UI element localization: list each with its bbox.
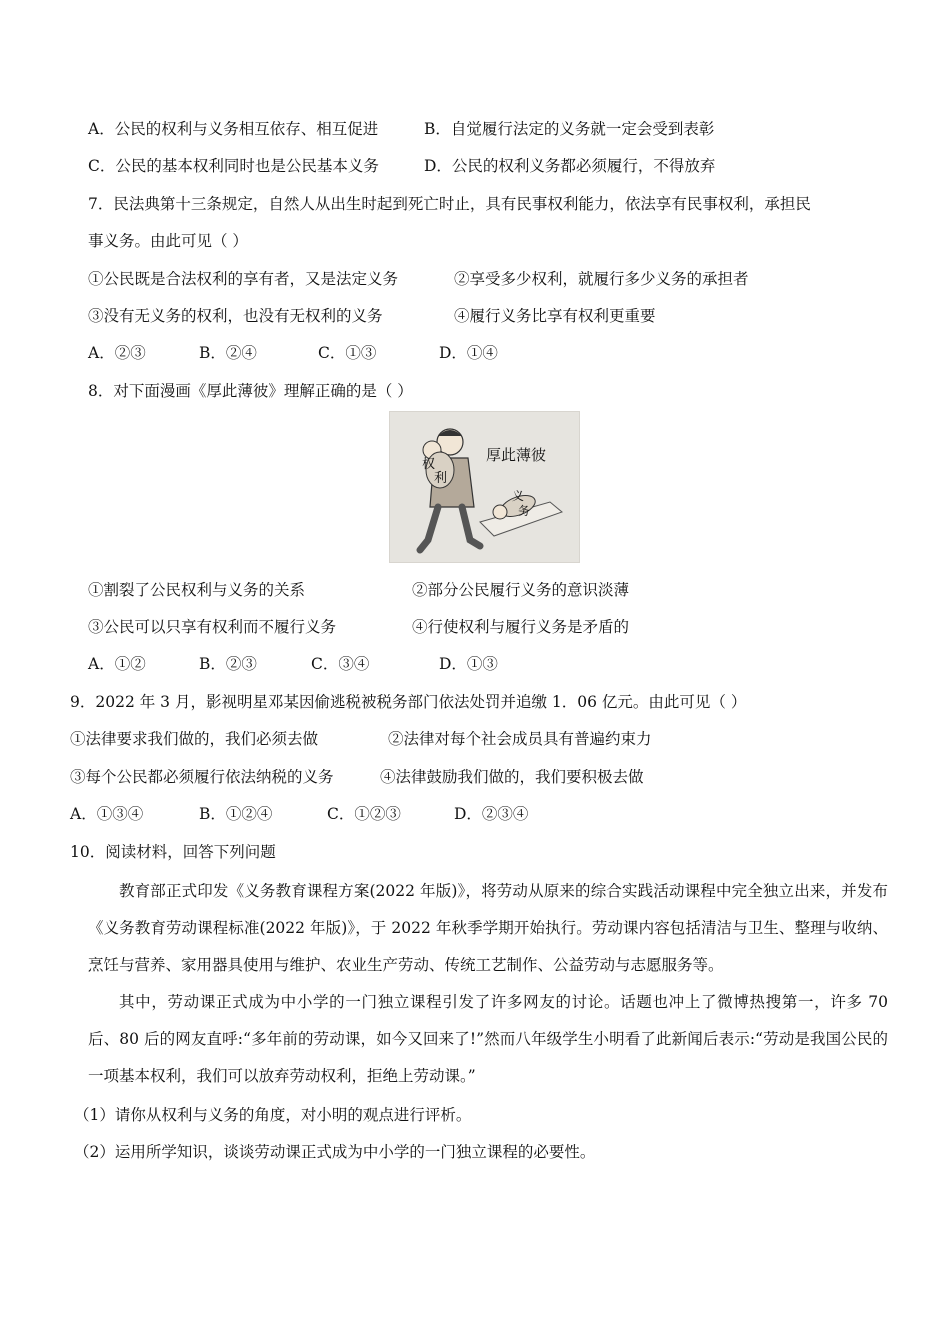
q8-cartoon-image (389, 411, 580, 563)
q7-item-2: ②享受多少权利，就履行多少义务的承担者 (454, 270, 749, 288)
q7-option-a: A．②③ (88, 344, 146, 362)
q7-stem-line-1: 7．民法典第十三条规定，自然人从出生时起到死亡时止，具有民事权利能力，依法享有民事权利，承担民 (88, 195, 811, 213)
q7-item-1: ①公民既是合法权利的享有者，又是法定义务 (88, 270, 399, 288)
q9-item-3: ③每个公民都必须履行依法纳税的义务 (70, 768, 334, 786)
q6-option-b: B．自觉履行法定的义务就一定会受到表彰 (424, 120, 715, 138)
q9-item-1: ①法律要求我们做的，我们必须去做 (70, 730, 319, 748)
q7-option-b: B．②④ (199, 344, 257, 362)
cartoon-label-duty-1: 义 (512, 489, 525, 503)
cartoon-illustration (390, 412, 579, 562)
q7-item-4: ④履行义务比享有权利更重要 (454, 307, 656, 325)
q8-item-3: ③公民可以只享有权利而不履行义务 (88, 618, 337, 636)
q8-item-1: ①割裂了公民权利与义务的关系 (88, 581, 306, 599)
q10-stem: 10．阅读材料，回答下列问题 (70, 843, 276, 861)
q9-item-2: ②法律对每个社会成员具有普遍约束力 (388, 730, 652, 748)
q6-option-d: D．公民的权利义务都必须履行，不得放弃 (424, 157, 716, 175)
child-duty-head (493, 505, 507, 519)
q9-option-a: A．①③④ (70, 805, 144, 823)
q8-item-2: ②部分公民履行义务的意识淡薄 (412, 581, 630, 599)
q8-option-d: D．①③ (439, 655, 498, 673)
q7-item-3: ③没有无义务的权利，也没有无权利的义务 (88, 307, 383, 325)
q8-option-c: C．③④ (311, 655, 370, 673)
q7-option-c: C．①③ (318, 344, 377, 362)
q8-item-4: ④行使权利与履行义务是矛盾的 (412, 618, 630, 636)
q7-option-d: D．①④ (439, 344, 498, 362)
q9-option-c: C．①②③ (327, 805, 401, 823)
q8-stem: 8．对下面漫画《厚此薄彼》理解正确的是（ ） (88, 382, 413, 400)
q6-option-c: C．公民的基本权利同时也是公民基本义务 (88, 157, 379, 175)
q7-stem-line-2: 事义务。由此可见（ ） (88, 232, 248, 250)
q10-material-paragraph-1: 教育部正式印发《义务教育课程方案(2022 年版)》，将劳动从原来的综合实践活动课程中完全独立出来，并发布《义务教育劳动课程标准(2022 年版)》，于 2022 年秋季学期开始执行。劳动课内容包括清洁与卫生、整理与收纳、烹饪与营养、家用器具使用与维护、农业生产劳动、传统工艺制作、公益劳动与志愿服务等。 (88, 882, 888, 974)
q9-option-b: B．①②④ (199, 805, 273, 823)
q10-subquestion-1: （1）请你从权利与义务的角度，对小明的观点进行评析。 (74, 1106, 472, 1124)
cartoon-label-rights-1: 权 (422, 456, 436, 471)
q9-item-4: ④法律鼓励我们做的，我们要积极去做 (380, 768, 644, 786)
q6-option-a: A．公民的权利与义务相互依存、相互促进 (88, 120, 379, 138)
q9-stem: 9．2022 年 3 月，影视明星邓某因偷逃税被税务部门依法处罚并追缴 1．06 亿元。由此可见（ ） (70, 693, 747, 711)
q10-subquestion-2: （2）运用所学知识，谈谈劳动课正式成为中小学的一门独立课程的必要性。 (74, 1143, 596, 1161)
cartoon-label-duty-2: 务 (518, 504, 531, 518)
q8-option-a: A．①② (88, 655, 146, 673)
cartoon-title: 厚此薄彼 (486, 448, 547, 464)
q8-option-b: B．②③ (199, 655, 257, 673)
cartoon-label-rights-2: 利 (434, 470, 448, 485)
q9-option-d: D．②③④ (454, 805, 529, 823)
q10-material-paragraph-2: 其中，劳动课正式成为中小学的一门独立课程引发了许多网友的讨论。话题也冲上了微博热搜第一，许多 70 后、80 后的网友直呼:“多年前的劳动课，如今又回来了!”然而八年级学生小明看了此新闻后表示:“劳动是我国公民的一项基本权利，我们可以放弃劳动权利，拒绝上劳动课。” (88, 993, 888, 1085)
